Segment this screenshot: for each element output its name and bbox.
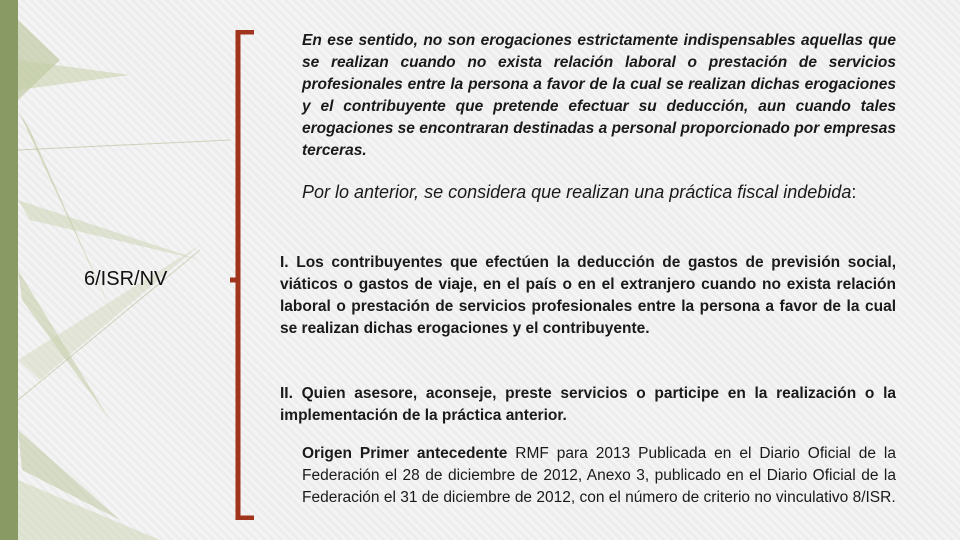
conclusion-colon: : [851, 182, 857, 202]
criterion-code: 6/ISR/NV [84, 268, 168, 290]
item-marker: I. [280, 254, 289, 271]
conclusion-text: Por lo anterior, se considera que realizan una práctica fiscal indebida [302, 182, 852, 202]
origin-text: RMF para 2013 Publicada en el Diario Oficial de la Federación el 28 de diciembre de 2012, Anexo 3, publicado en el Diario Oficial de la Federación el 31 de diciembre de 2012, con el número de criterio no vinculativo 8/ISR. [302, 445, 896, 506]
item-text: Los contribuyentes que efectúen la deducción de gastos de previsión social, viáticos o gastos de viaje, en el país o en el extranjero cuando no exista relación laboral o prestación de servicios profesionales entre la persona a favor de la cual se realizan dichas erogaciones y el contribuyente. [280, 254, 896, 337]
item-marker: II. [280, 385, 293, 402]
origin-paragraph [302, 443, 896, 509]
intro-paragraph: En ese sentido, no son erogaciones estrictamente indispensables aquellas que se realizan cuando no exista relación laboral o prestación de servicios profesionales entre la persona a favor de la cual se realizan dichas erogaciones y el contribuyente que pretende efectuar su deducción, aun cuando tales erogaciones se encontraran destinadas a personal proporcionado por empresas terceras. [302, 32, 896, 159]
origin-label: Origen Primer antecedente [302, 445, 508, 462]
list-item [280, 383, 896, 427]
list-item [280, 252, 896, 340]
left-brace [228, 30, 258, 520]
conclusion-paragraph [302, 181, 896, 204]
item-text: Quien asesore, aconseje, preste servicios o participe en la realización o la implementación de la práctica anterior. [280, 385, 897, 424]
